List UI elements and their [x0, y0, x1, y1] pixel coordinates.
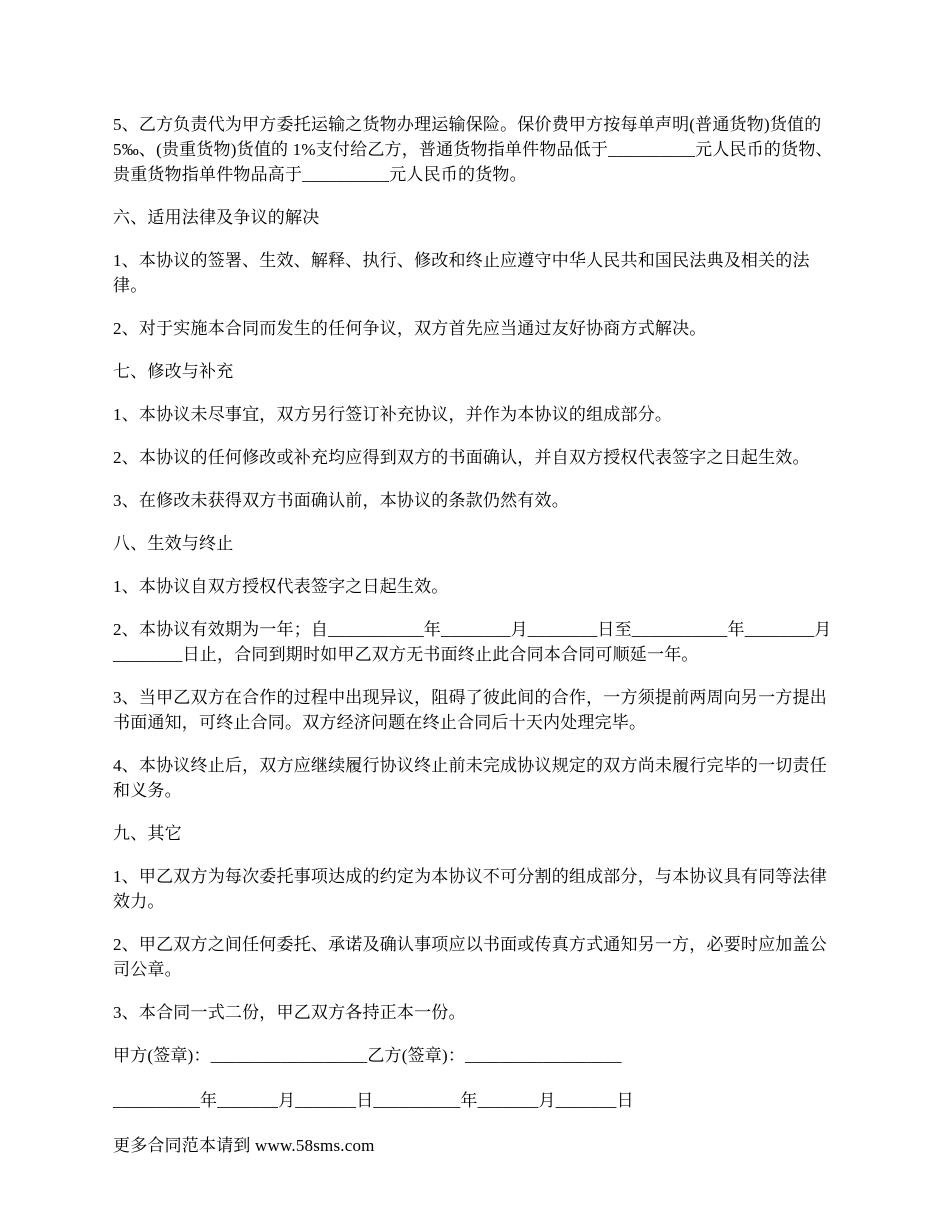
clause-9-1: 1、甲乙双方为每次委托事项达成的约定为本协议不可分割的组成部分，与本协议具有同等法律效力。	[113, 867, 827, 911]
section-9-heading: 九、其它	[113, 824, 182, 843]
clause-8-1: 1、本协议自双方授权代表签字之日起生效。	[113, 577, 449, 596]
clause-6-2: 2、对于实施本合同而发生的任何争议，双方首先应当通过友好协商方式解决。	[113, 319, 707, 338]
clause-8-3: 3、当甲乙双方在合作的过程中出现异议，阻碍了彼此间的合作，一方须提前两周向另一方提出书面通知，可终止合同。双方经济问题在终止合同后十天内处理完毕。	[113, 688, 827, 732]
section-8-heading: 八、生效与终止	[113, 534, 234, 553]
clause-8-4: 4、本协议终止后，双方应继续履行协议终止前未完成协议规定的双方尚未履行完毕的一切责任和义务。	[113, 756, 827, 800]
clause-9-2: 2、甲乙双方之间任何委托、承诺及确认事项应以书面或传真方式通知另一方，必要时应加盖公司公章。	[113, 935, 827, 979]
clause-5-insurance: 5、乙方负责代为甲方委托运输之货物办理运输保险。保价费甲方按每单声明(普通货物)货值的 5‰、(贵重货物)货值的 1%支付给乙方，普通货物指单件物品低于__________元人民币的货物、贵重货物指单件物品高于__________元人民币的货物。	[113, 115, 833, 184]
document-page	[113, 112, 833, 1176]
clause-8-2: 2、本协议有效期为一年；自___________年________月________日至___________年________月________日止，合同到期时如甲乙双方无书面终止此合同本合同可顺延一年。	[113, 620, 832, 664]
section-6-heading: 六、适用法律及争议的解决	[113, 208, 320, 227]
clause-7-3: 3、在修改未获得双方书面确认前，本协议的条款仍然有效。	[113, 491, 569, 510]
clause-9-3: 3、本合同一式二份，甲乙双方各持正本一份。	[113, 1003, 466, 1022]
date-line: __________年_______月_______日__________年_______月_______日	[113, 1091, 634, 1110]
footer-link-text: 更多合同范本请到 www.58sms.com	[113, 1136, 375, 1155]
clause-6-1: 1、本协议的签署、生效、解释、执行、修改和终止应遵守中华人民共和国民法典及相关的法律。	[113, 251, 810, 295]
section-7-heading: 七、修改与补充	[113, 362, 234, 381]
signature-line: 甲方(签章)：__________________乙方(签章)：__________________	[113, 1046, 622, 1065]
clause-7-2: 2、本协议的任何修改或补充均应得到双方的书面确认，并自双方授权代表签字之日起生效。	[113, 448, 810, 467]
clause-7-1: 1、本协议未尽事宜，双方另行签订补充协议，并作为本协议的组成部分。	[113, 405, 673, 424]
